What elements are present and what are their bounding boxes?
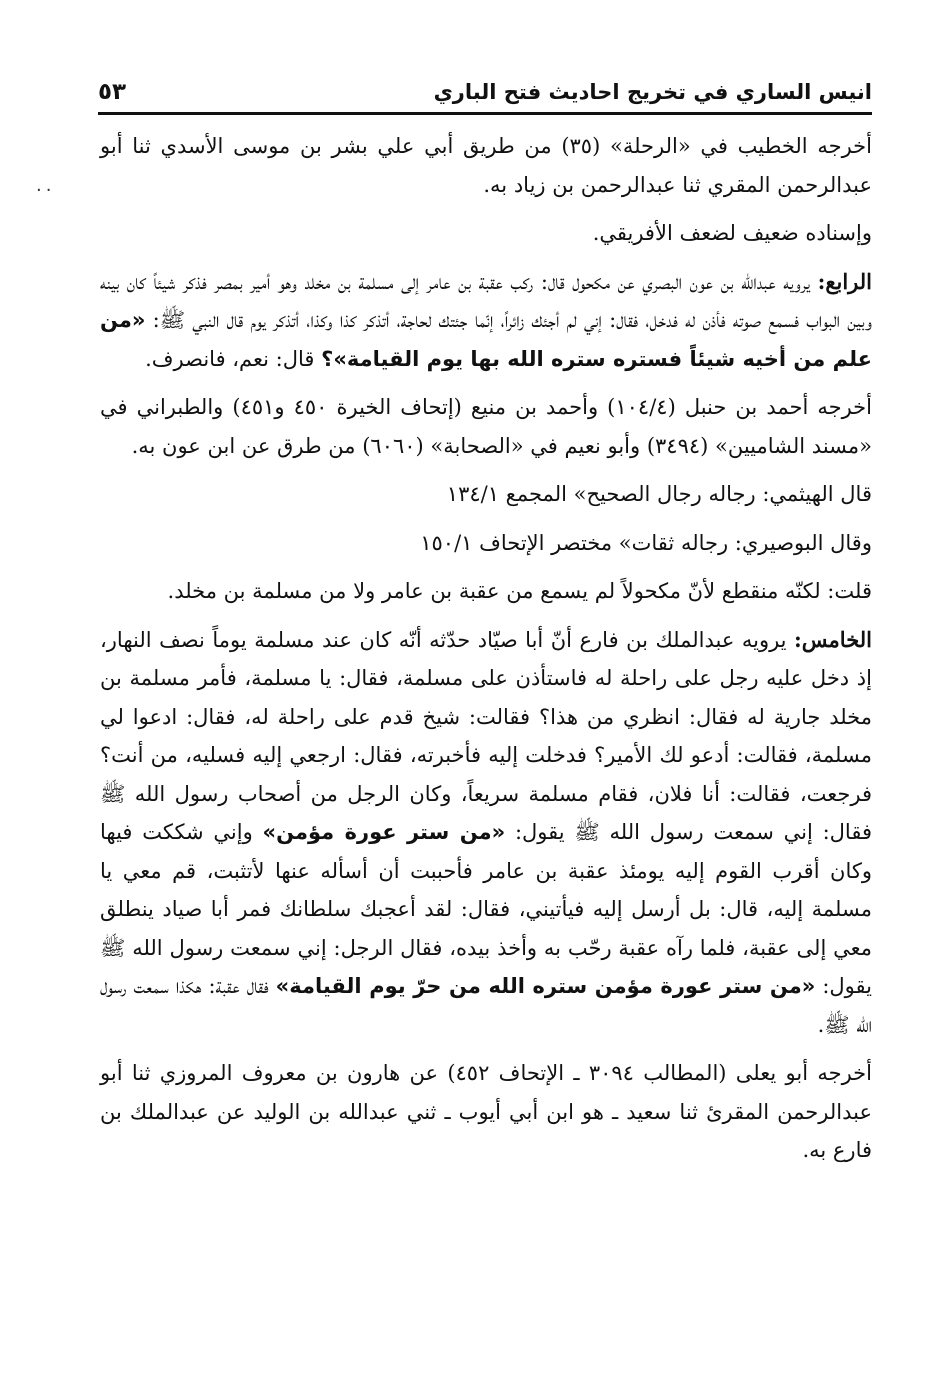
margin-dots: ·· <box>36 180 56 201</box>
hadith-text: «من علم من أخيه شيئاً فستره ستره الله بها يوم القيامة»؟ <box>100 308 872 371</box>
paragraph-comment: قلت: لكنّه منقطع لأنّ مكحولاً لم يسمع من عقبة بن عامر ولا من مسلمة بن مخلد. <box>167 579 872 603</box>
paragraph-fifth-narration <box>100 621 872 1045</box>
paragraph-haythami: قال الهيثمي: رجاله رجال الصحيح» المجمع ١٣٤/١ <box>446 482 872 506</box>
narration-text: يرويه عبدالله بن عون البصري عن مكحول قال: ركب عقبة بن عامر إلى مسلمة بن مخلد وهو أمير بمصر فذكر شيئاً كان بينه وبين البواب فسمع صوته فأذن له فدخل، فقال: إني لم أجئك زائراً، إنّما جئتك لحاجة، أتذكر كذا وكذا، أتذكر يوم قال النبي ﷺ: <box>100 269 872 332</box>
page-body <box>100 127 872 1180</box>
paragraph-busiri: وقال البوصيري: رجاله ثقات» مختصر الإتحاف ١٥٠/١ <box>420 530 872 555</box>
narration-text: وإني شككت فيها وكان أقرب القوم إليه يومئذ عقبة بن عامر فأحببت أن أسأله عنها لأتثبت، قم معي يا مسلمة إليه، قال: بل أرسل إليه فيأتيني، فقال: لقد أعجبك سلطانك فمر أبا صياد ينطلق معي إلى عقبة، فلما رآه عقبة رحّب به وأخذ بيده، فقال الرجل: إني سمعت رسول الله ﷺ يقول: <box>100 820 872 998</box>
paragraph-grading-1: وإسناده ضعيف لضعف الأفريقي. <box>592 221 872 245</box>
hadith-text: «من ستر عورة مؤمن» <box>262 820 506 844</box>
narration-end: قال: نعم، فانصرف. <box>145 346 322 371</box>
section-label-fifth: الخامس: <box>794 626 872 652</box>
paragraph-takhrij-abu-yala: أخرجه أبو يعلى (المطالب ٣٠٩٤ ـ الإتحاف ٤٥٢) عن هارون بن معروف المروزي ثنا أبو عبدالرحمن المقرئ ثنا سعيد ـ هو ابن أبي أيوب ـ ثني عبدالله بن الوليد عن عبدالملك بن فارع به. <box>100 1061 872 1162</box>
paragraph-fourth-narration <box>100 263 872 379</box>
paragraph-takhrij-ahmad: أخرجه أحمد بن حنبل (١٠٤/٤) وأحمد بن منيع (إتحاف الخيرة ٤٥٠ و٤٥١) والطبراني في «مسند الشاميين» (٣٤٩٤) وأبو نعيم في «الصحابة» (٦٠٦٠) من طرق عن ابن عون به. <box>100 395 872 458</box>
paragraph-takhrij-khatib: أخرجه الخطيب في «الرحلة» (٣٥) من طريق أبي علي بشر بن موسى الأسدي ثنا أبو عبدالرحمن المقري ثنا عبدالرحمن بن زياد به. <box>100 134 872 197</box>
narration-end: فقال عقبة: هكذا سمعت رسول الله ﷺ. <box>100 974 872 1037</box>
page-number: ٥٣ <box>98 79 127 105</box>
narration-text: يرويه عبدالملك بن فارع أنّ أبا صيّاد حدّثه أنّه كان عند مسلمة يوماً نصف النهار، إذ دخل عليه رجل على راحلة له فاستأذن على مسلمة، فقال: يا مسلمة، فأمر مسلمة بن مخلد جارية له فقال: انظري من هذا؟ فقالت: شيخ قدم على راحلة له، فقال: ادعوا لي مسلمة، فقالت: أدعو لك الأمير؟ فدخلت إليه فأخبرته، فقال: ارجعي إليه فسليه، من أنت؟ فرجعت، فقالت: أنا فلان، فقام مسلمة سريعاً، وكان الرجل من أصحاب رسول الله ﷺ فقال: إني سمعت رسول الله ﷺ يقول: <box>100 627 872 844</box>
running-title: انيس الساري في تخريج احاديث فتح الباري <box>433 80 872 104</box>
running-header <box>98 72 872 115</box>
section-label-fourth: الرابع: <box>817 268 872 294</box>
hadith-text: «من ستر عورة مؤمن ستره الله من حرّ يوم القيامة» <box>275 974 816 998</box>
